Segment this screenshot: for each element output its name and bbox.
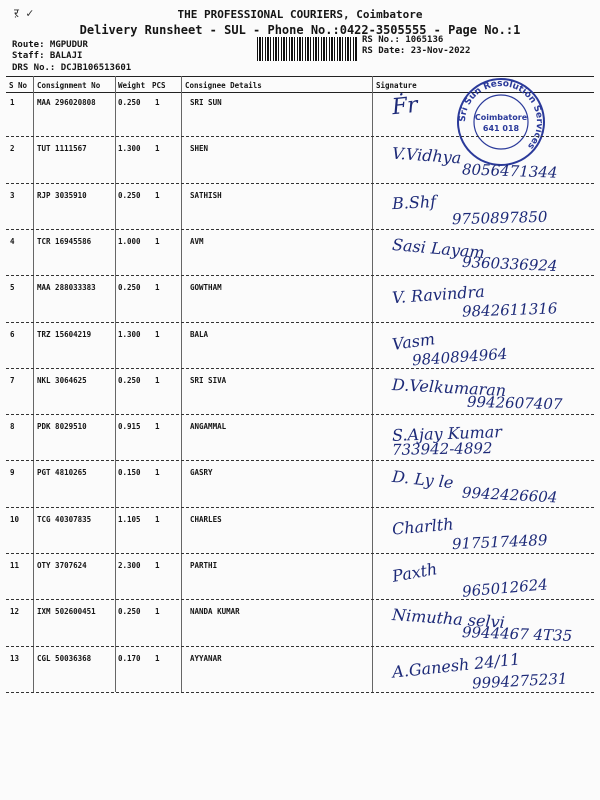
row-consignee: BALA (190, 329, 209, 339)
row-consignee: SHEN (190, 144, 209, 154)
row-weight: 0.250 (118, 98, 141, 107)
stamp-ring-text: Sri Sun Resolution Services (457, 78, 545, 151)
row-pcs: 1 (155, 607, 160, 617)
row-pcs: 1 (155, 514, 160, 524)
row-consignment: TUT 1111567 (37, 144, 87, 154)
row-consignee: SATHISH (190, 190, 222, 200)
row-pcs: 1 (155, 283, 160, 293)
row-sno: 7 (10, 375, 15, 385)
row-sno: 3 (10, 190, 15, 200)
signature-name: D. Ly le (391, 467, 455, 493)
row-pcs: 1 (155, 329, 160, 339)
row-consignment: CGL 50036368 (37, 653, 92, 663)
row-consignment: OTY 3707624 (37, 561, 87, 570)
row-consignment: TRZ 15604219 (37, 329, 92, 339)
row-weight: 0.250 (118, 283, 141, 293)
row-sno: 11 (10, 561, 20, 570)
row-consignee: AYYANAR (190, 653, 222, 663)
signature-phone: 9840894964 (411, 344, 508, 369)
row-separator (6, 692, 594, 693)
signature-name: V.Vidhya (391, 143, 462, 168)
signature-phone: 9360336924 (461, 252, 558, 275)
stamp-city: Coimbatore (474, 113, 528, 122)
signature-phone: 8056471344 (461, 160, 558, 182)
col-consignment: Consignment No (37, 81, 101, 90)
route-label: Route: MGPUDUR (12, 40, 88, 50)
row-separator (6, 414, 594, 415)
row-consignee: CHARLES (190, 514, 222, 524)
row-weight: 1.105 (118, 514, 141, 524)
row-sno: 9 (10, 468, 15, 478)
signature-phone: 9942426604 (461, 483, 558, 507)
row-pcs: 1 (155, 422, 160, 432)
col-consignee: Consignee Details (185, 81, 262, 90)
signature-name: Ḟr (390, 92, 420, 121)
row-separator (6, 275, 594, 276)
row-consignee: SRI SIVA (190, 375, 227, 385)
row-consignment: PGT 4810265 (37, 468, 87, 478)
row-pcs: 1 (155, 236, 160, 246)
row-weight: 0.150 (118, 468, 141, 478)
barcode (257, 37, 357, 61)
rs-date: RS Date: 23-Nov-2022 (362, 46, 471, 56)
rs-number: RS No.: 1065136 (362, 35, 444, 45)
row-separator (6, 507, 594, 508)
row-weight: 0.250 (118, 607, 141, 617)
row-consignee: PARTHI (190, 561, 218, 570)
row-separator (6, 553, 594, 554)
signature-name: Nimutha selvi (391, 605, 506, 633)
signature-phone: 733942-4892 (391, 439, 493, 459)
row-weight: 0.915 (118, 422, 141, 432)
signature-name: A.Ganesh 24/11 (391, 648, 522, 682)
row-separator (6, 368, 594, 369)
row-pcs: 1 (155, 190, 160, 200)
row-weight: 0.170 (118, 653, 141, 663)
staff-label: Staff: BALAJI (12, 51, 83, 61)
signature-phone: 9842611316 (461, 299, 558, 321)
row-consignment: TCR 16945586 (37, 236, 92, 246)
row-weight: 0.250 (118, 375, 141, 385)
row-consignment: NKL 3064625 (37, 375, 87, 385)
runsheet-subtitle: Delivery Runsheet - SUL - Phone No.:0422-3505555 - Page No.:1 (79, 23, 521, 37)
row-sno: 1 (10, 98, 15, 107)
row-sno: 10 (10, 514, 20, 524)
row-sno: 4 (10, 236, 15, 246)
row-consignment: IXM 502600451 (37, 607, 96, 617)
row-separator (6, 599, 594, 600)
row-weight: 2.300 (118, 561, 141, 570)
row-consignment: PDK 8029510 (37, 422, 87, 432)
row-pcs: 1 (155, 468, 160, 478)
row-consignment: TCG 40307835 (37, 514, 92, 524)
corner-mark: ऱ ✓ (14, 6, 34, 20)
row-consignee: GOWTHAM (190, 283, 222, 293)
row-pcs: 1 (155, 375, 160, 385)
row-sno: 6 (10, 329, 15, 339)
signature-phone: 9994275231 (471, 669, 568, 693)
signature-phone: 9175174489 (451, 530, 548, 553)
signature-name: D.Velkumaran (391, 374, 507, 400)
signature-name: Charlth (391, 514, 455, 539)
signature-name: V. Ravindra (391, 281, 486, 308)
row-pcs: 1 (155, 98, 160, 107)
signature-name: Sasi Layam (391, 234, 486, 262)
row-separator (6, 646, 594, 647)
drs-number: DRS No.: DCJB106513601 (12, 63, 132, 73)
row-weight: 1.000 (118, 236, 141, 246)
col-sno: S No (9, 81, 28, 90)
row-pcs: 1 (155, 144, 160, 154)
row-consignment: RJP 3035910 (37, 190, 87, 200)
signature-phone: 965012624 (461, 575, 549, 601)
row-weight: 1.300 (118, 329, 141, 339)
row-pcs: 1 (155, 561, 160, 570)
row-separator (6, 136, 594, 137)
row-separator (6, 183, 594, 184)
row-sno: 2 (10, 144, 15, 154)
signature-phone: 9944467 4T35 (461, 623, 573, 646)
row-pcs: 1 (155, 653, 160, 663)
row-consignee: SRI SUN (190, 98, 222, 107)
row-consignment: MAA 296020808 (37, 98, 96, 107)
signature-name: Vasm (390, 328, 437, 354)
row-consignment: MAA 288033383 (37, 283, 96, 293)
row-sno: 13 (10, 653, 20, 663)
row-separator (6, 229, 594, 230)
row-sno: 8 (10, 422, 15, 432)
row-consignee: NANDA KUMAR (190, 607, 240, 617)
row-separator (6, 460, 594, 461)
signature-name: S.Ajay Kumar (391, 422, 503, 446)
row-consignee: GASRY (190, 468, 213, 478)
row-weight: 0.250 (118, 190, 141, 200)
col-pcs: PCS (152, 81, 166, 90)
row-sno: 5 (10, 283, 15, 293)
signature-name: B.Shf (391, 191, 437, 213)
row-consignee: AVM (190, 236, 204, 246)
company-stamp (455, 76, 547, 168)
row-separator (6, 322, 594, 323)
company-title: THE PROFESSIONAL COURIERS, Coimbatore (177, 8, 423, 21)
row-sno: 12 (10, 607, 20, 617)
signature-name: Paxth (390, 559, 439, 586)
signature-phone: 9750897850 (451, 207, 548, 228)
col-weight: Weight (118, 81, 146, 90)
col-signature: Signature (376, 81, 417, 90)
row-consignee: ANGAMMAL (190, 422, 227, 432)
row-weight: 1.300 (118, 144, 141, 154)
signature-phone: 9942607407 (466, 392, 563, 414)
stamp-pin: 641 018 (482, 124, 520, 133)
